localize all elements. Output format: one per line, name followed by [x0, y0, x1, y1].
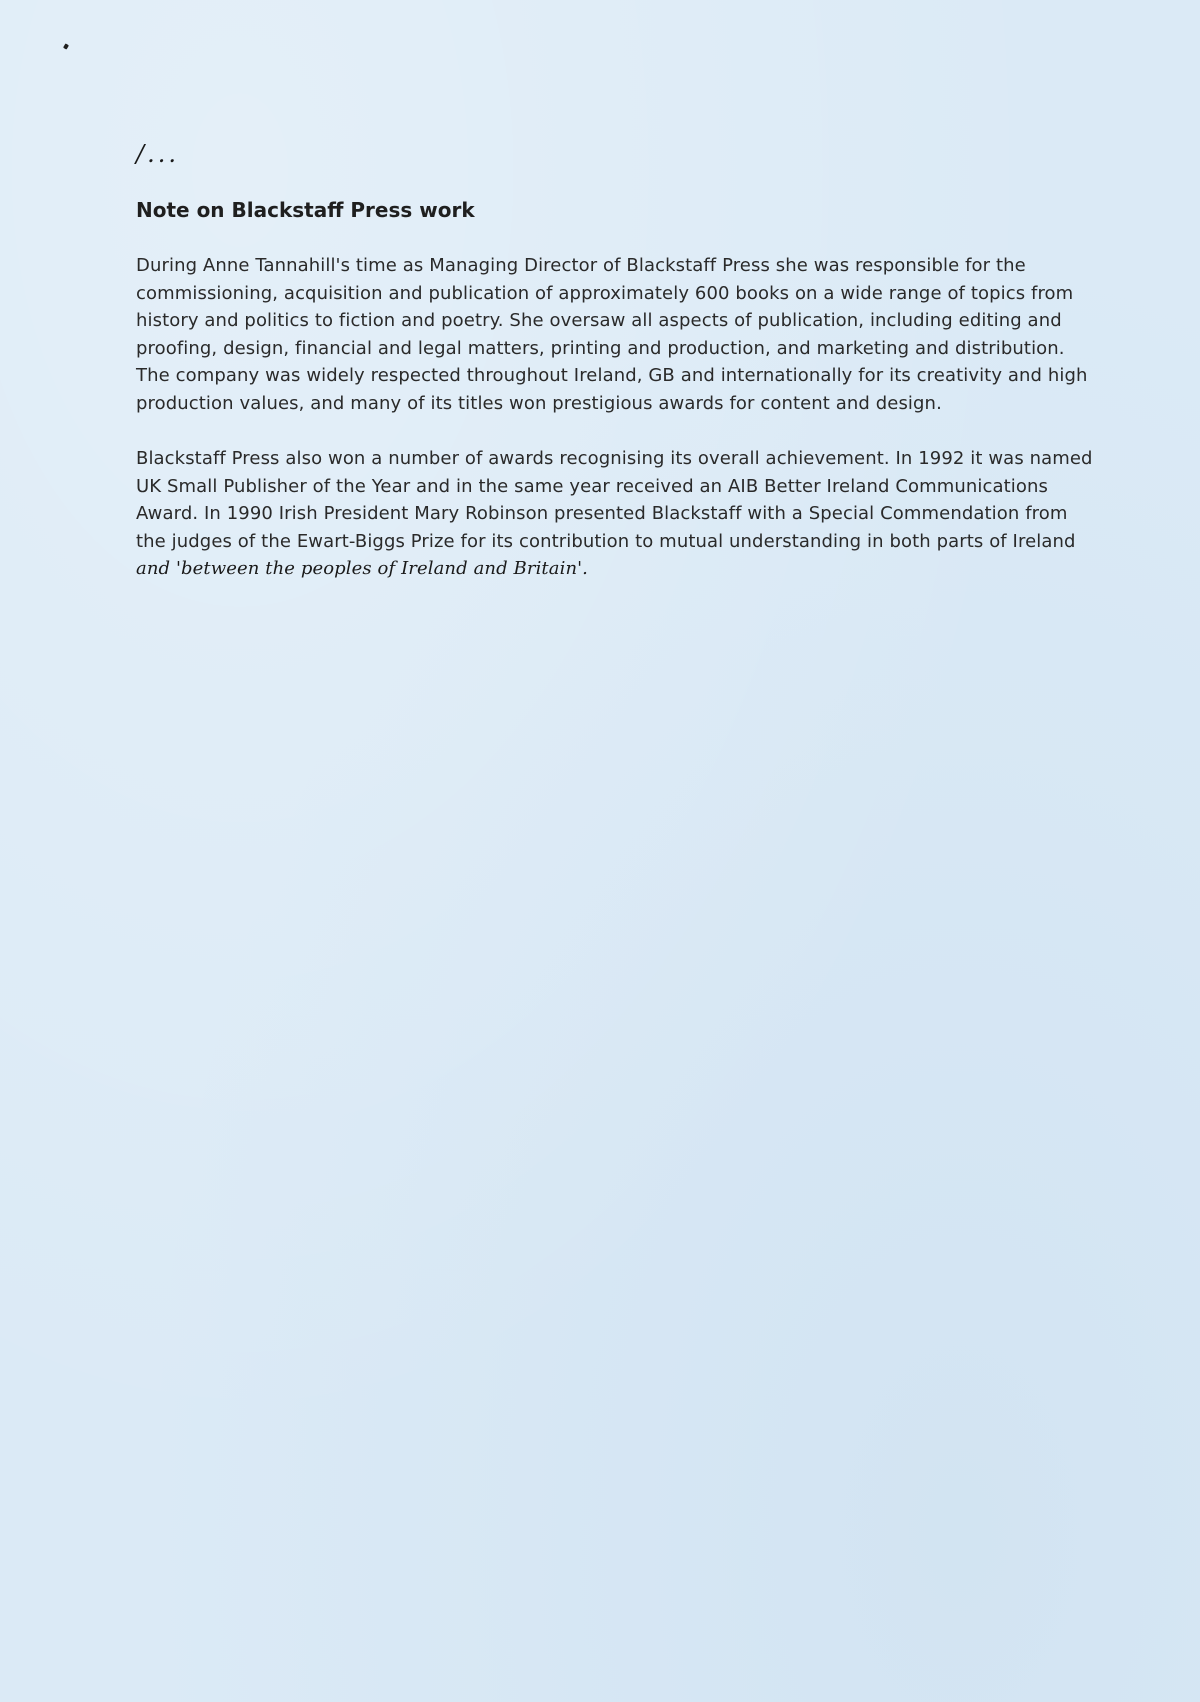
handwritten-annotation: and 'between the peoples of Ireland and Britain'.	[136, 558, 589, 579]
ink-speck	[63, 43, 69, 49]
section-heading: Note on Blackstaff Press work	[136, 198, 475, 222]
continuation-mark: /...	[136, 140, 179, 168]
paragraph-awards	[136, 445, 1096, 583]
paragraph-managing-director: During Anne Tannahill's time as Managing Director of Blackstaff Press she was responsible for the commissioning, acquisition and publication of approximately 600 books on a wide range of topics from history and politics to fiction and poetry. She oversaw all aspects of publication, including editing and proofing, design, financial and legal matters, printing and production, and marketing and distribution. The company was widely respected throughout Ireland, GB and internationally for its creativity and high production values, and many of its titles won prestigious awards for content and design.	[136, 255, 1088, 414]
document-body	[136, 196, 1096, 611]
paragraph-awards-text: Blackstaff Press also won a number of awards recognising its overall achievement. In 1992 it was named UK Small Publisher of the Year and in the same year received an AIB Better Ireland Communications Award. In 1990 Irish President Mary Robinson presented Blackstaff with a Special Commendation from the judges of the Ewart-Biggs Prize for its contribution to mutual understanding in both parts of Ireland	[136, 448, 1093, 552]
